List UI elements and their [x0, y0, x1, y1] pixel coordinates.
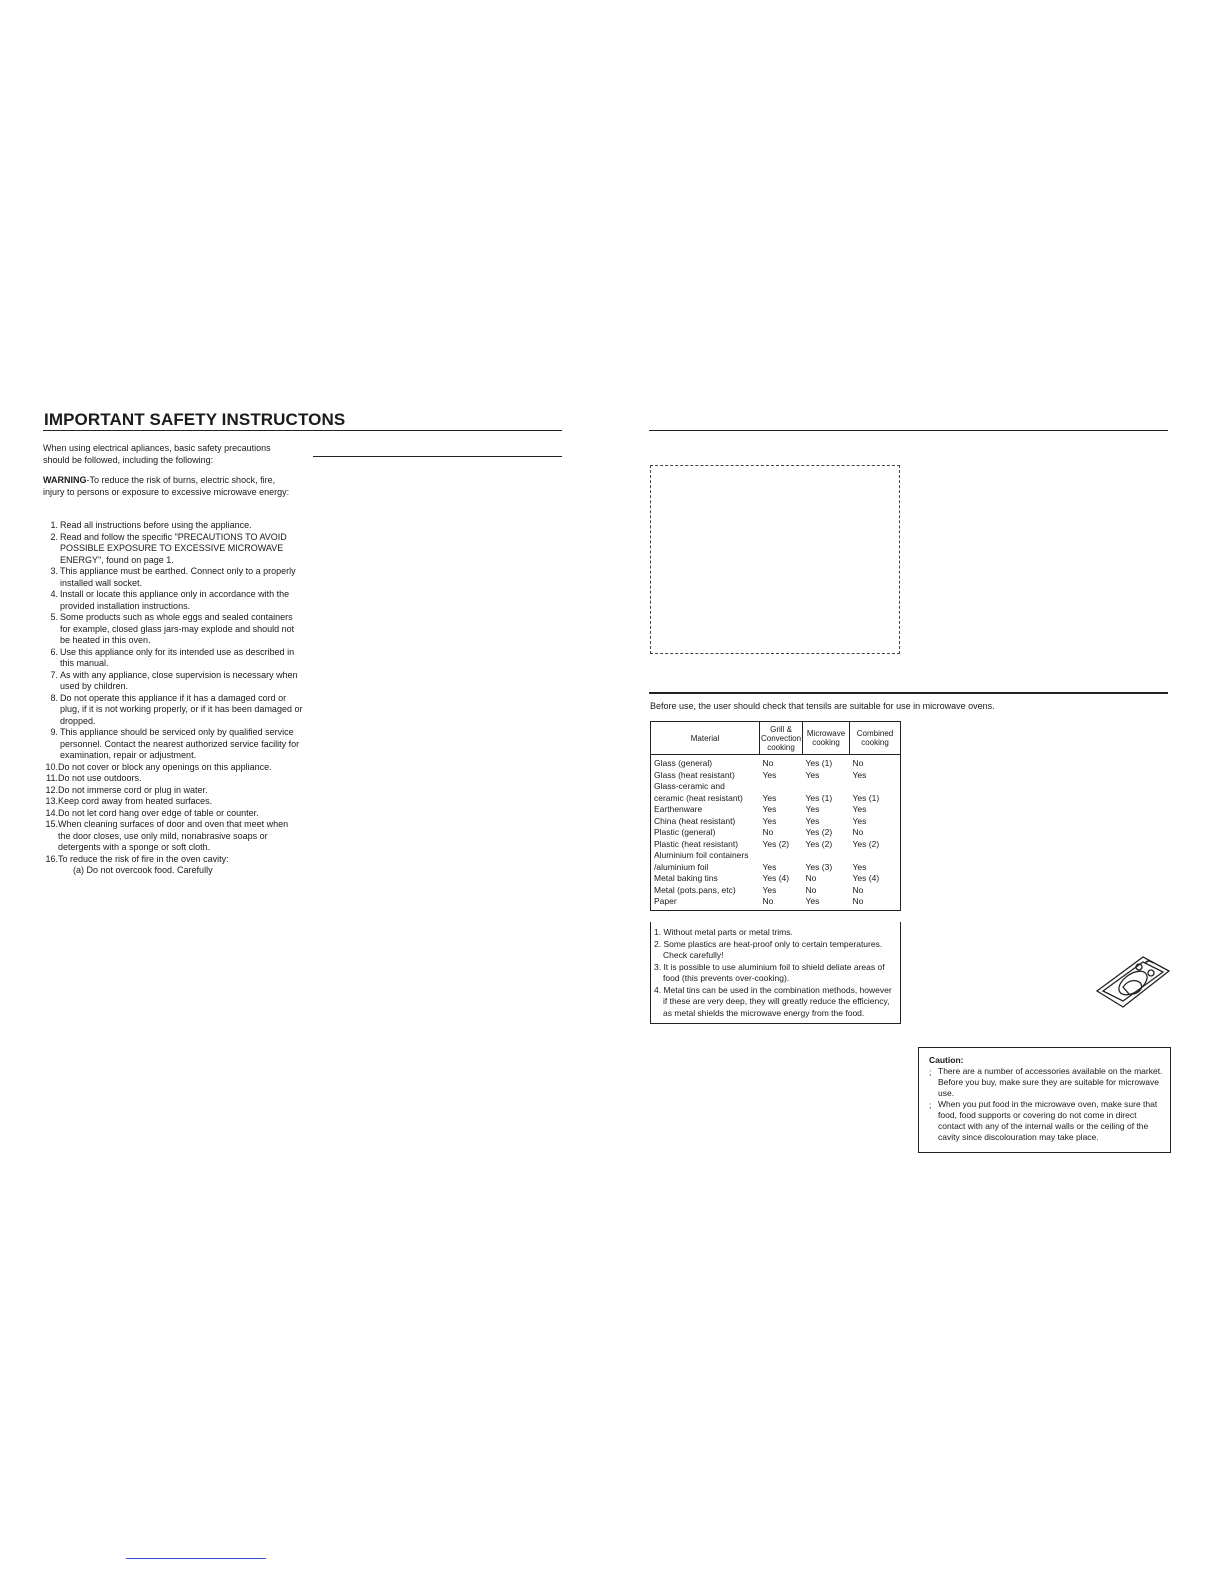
header-material: Material — [651, 722, 760, 755]
instructions-list — [43, 520, 303, 877]
table-row: Aluminium foil containers — [654, 850, 749, 860]
list-item: 5. Some products such as whole eggs and sealed containers for example, closed glass jars-may explode and should not be heated in this oven. — [50, 612, 295, 645]
image-placeholder — [650, 465, 900, 654]
table-row: Plastic (general) No Yes (2) No — [654, 827, 864, 837]
list-item: 2. Read and follow the specific "PRECAUTIONS TO AVOID POSSIBLE EXPOSURE TO EXCESSIVE MICROWAVE ENERGY", found on page 1. — [50, 531, 287, 565]
list-item — [43, 865, 303, 877]
note-item: 1. Without metal parts or metal trims. — [654, 927, 793, 937]
footer-rule — [126, 1558, 266, 1559]
table-row: ceramic (heat resistant) Yes Yes (1) Yes (1) — [654, 792, 880, 803]
warning-paragraph — [43, 475, 293, 498]
table-row: /aluminium foil Yes Yes (3) Yes — [654, 861, 867, 872]
table-row: Glass-ceramic and — [654, 781, 725, 791]
page-title: IMPORTANT SAFETY INSTRUCTONS — [44, 410, 346, 429]
note-item: 4. Metal tins can be used in the combination methods, however if these are very deep, they will greatly reduce the efficiency, as metal shields the microwave energy from the food. — [654, 984, 892, 1018]
sub-item: (a) Do not overcook food. Carefully — [73, 865, 213, 875]
list-item: 13. Keep cord away from heated surfaces. — [45, 796, 213, 806]
list-item: 6. Use this appliance only for its intended use as described in this manual. — [50, 646, 295, 668]
caution-item: ; There are a number of accessories available on the market. Before you buy, make sure they are suitable for microwave use. — [929, 1066, 1163, 1098]
table-row: China (heat resistant) Yes Yes Yes — [654, 815, 867, 826]
table-row: Earthenware Yes Yes Yes — [654, 804, 867, 814]
caution-title: Caution: — [929, 1055, 964, 1065]
caution-item: ; When you put food in the microwave oven, make sure that food, food supports or covering do not come in direct contact with any of the internal walls or the ceiling of the cavity since discolouration may take place. — [929, 1099, 1158, 1142]
food-dish-icon — [1093, 953, 1171, 1009]
note-item: 2. Some plastics are heat-proof only to certain temperatures. Check carefully! — [654, 938, 883, 960]
section-rule — [649, 692, 1168, 694]
header-microwave: Microwave cooking — [803, 722, 850, 755]
list-item: 10. Do not cover or block any openings on this appliance. — [45, 761, 272, 772]
caution-box — [918, 1047, 1171, 1153]
materials-table — [650, 721, 901, 911]
note-item: 3. It is possible to use aluminium foil to shield deliate areas of food (this prevents over-cooking). — [654, 961, 885, 983]
list-item: 7. As with any appliance, close supervision is necessary when used by children. — [50, 669, 298, 691]
list-item: 16. To reduce the risk of fire in the oven cavity: — [45, 853, 229, 864]
table-row: Glass (heat resistant) Yes Yes Yes — [654, 769, 867, 780]
table-row: Paper No Yes No — [651, 896, 901, 910]
intro-paragraph: When using electrical apliances, basic safety precautions should be followed, including the following: — [43, 443, 271, 465]
table-row: Glass (general) No Yes (1) No — [654, 758, 864, 768]
table-row: Plastic (heat resistant) Yes (2) Yes (2) Yes (2) — [654, 838, 880, 849]
list-item: 14. Do not let cord hang over edge of table or counter. — [45, 807, 259, 818]
list-item: 8. Do not operate this appliance if it has a damaged cord or plug, if it is not working properly, or if it has been damaged or dropped. — [50, 692, 303, 726]
list-item: 9. This appliance should be serviced only by qualified service personnel. Contact the nearest authorized service facility for examination, repair or adjustment. — [50, 727, 300, 760]
table-row: Metal (pots.pans, etc) Yes No No — [654, 884, 864, 895]
list-item: 12. Do not immerse cord or plug in water. — [45, 784, 208, 795]
title-rule — [43, 430, 562, 431]
warning-label: WARNING — [43, 475, 87, 485]
column-rule — [313, 456, 562, 457]
list-item: 3. This appliance must be earthed. Connect only to a properly installed wall socket. — [50, 566, 296, 588]
warning-text: -To reduce the risk of burns, electric shock, fire, injury to persons or exposure to excessive microwave energy: — [43, 475, 290, 497]
list-item: 11. Do not use outdoors. — [46, 773, 142, 783]
table-row: Metal baking tins Yes (4) No Yes (4) — [654, 873, 880, 883]
table-notes — [650, 922, 901, 1024]
header-grill: Grill & Convection cooking — [760, 722, 803, 755]
list-item: 4. Install or locate this appliance only in accordance with the provided installation instructions. — [50, 589, 290, 611]
right-title-rule — [649, 430, 1168, 431]
list-item: 15. When cleaning surfaces of door and oven that meet when the door closes, use only mild, nonabrasive soaps or detergents with a sponge or soft cloth. — [45, 819, 289, 852]
header-combined: Combined cooking — [850, 722, 901, 755]
before-use-text: Before use, the user should check that tensils are suitable for use in microwave ovens. — [650, 701, 995, 711]
list-item: 1. Read all instructions before using the appliance. — [50, 520, 252, 530]
